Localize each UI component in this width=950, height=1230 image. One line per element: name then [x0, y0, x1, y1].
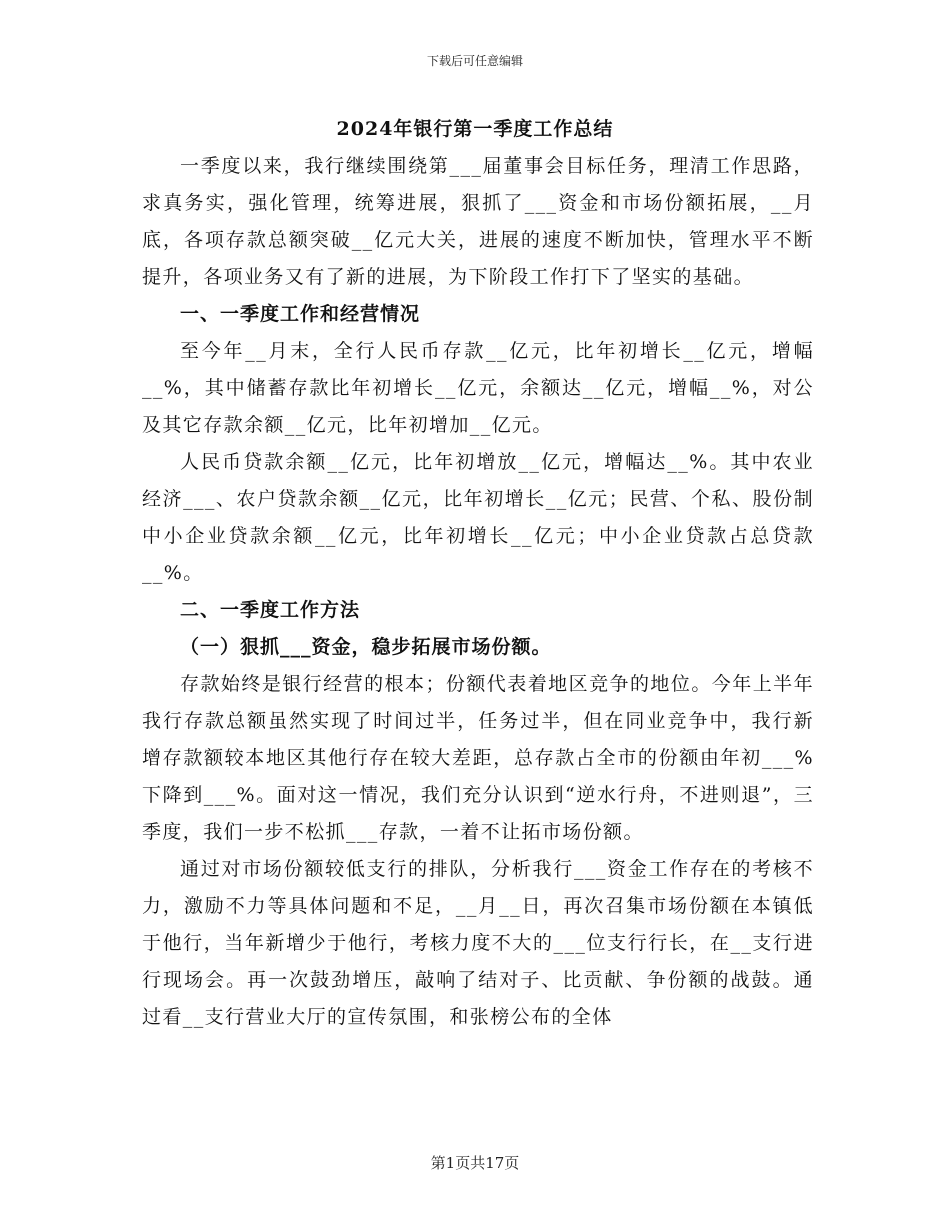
- document-title: 2024年银行第一季度工作总结: [336, 118, 614, 140]
- branch-meeting-paragraph: 通过对市场份额较低支行的排队，分析我行___资金工作存在的考核不力，激励不力等具体问题和不足，__月__日，再次召集市场份额在本镇低于他行，当年新增少于他行，考核力度不大的___位支行行长，在__支行进行现场会。再一次鼓劲增压，敲响了结对子、比贡献、争份额的战鼓。通过看__支行营业大厅的宣传氛围，和张榜公布的全体: [142, 858, 814, 1028]
- subsection-heading-1: （一）狠抓___资金，稳步拓展市场份额。: [180, 636, 552, 658]
- section-heading-1: 一、一季度工作和经营情况: [180, 303, 421, 325]
- header-note: 下载后可任意编辑: [426, 54, 523, 68]
- deposit-paragraph: 至今年__月末，全行人民币存款__亿元，比年初增长__亿元，增幅__%，其中储蓄存款比年初增长__亿元，余额达__亿元，增幅__%，对公及其它存款余额__亿元，比年初增加__亿元。: [142, 340, 814, 436]
- deposit-strategy-paragraph: 存款始终是银行经营的根本；份额代表着地区竞争的地位。今年上半年我行存款总额虽然实现了时间过半，任务过半，但在同业竞争中，我行新增存款额较本地区其他行存在较大差距，总存款占全市的份额由年初___%下降到___%。面对这一情况，我们充分认识到“逆水行舟，不进则退”，三季度，我们一步不松抓___存款，一着不让拓市场份额。: [142, 673, 814, 843]
- document-body: [142, 148, 814, 1036]
- section-heading-2: 二、一季度工作方法: [180, 599, 361, 621]
- page-number-footer: 第1页共17页: [430, 1154, 520, 1172]
- loan-paragraph: 人民币贷款余额__亿元，比年初增放__亿元，增幅达__%。其中农业经济___、农户贷款余额__亿元，比年初增长__亿元；民营、个私、股份制中小企业贷款余额__亿元，比年初增长__亿元；中小企业贷款占总贷款__%。: [142, 451, 814, 584]
- intro-paragraph: 一季度以来，我行继续围绕第___届董事会目标任务，理清工作思路，求真务实，强化管理，统筹进展，狠抓了___资金和市场份额拓展，__月底，各项存款总额突破__亿元大关，进展的速度不断加快，管理水平不断提升，各项业务又有了新的进展，为下阶段工作打下了坚实的基础。: [142, 155, 814, 288]
